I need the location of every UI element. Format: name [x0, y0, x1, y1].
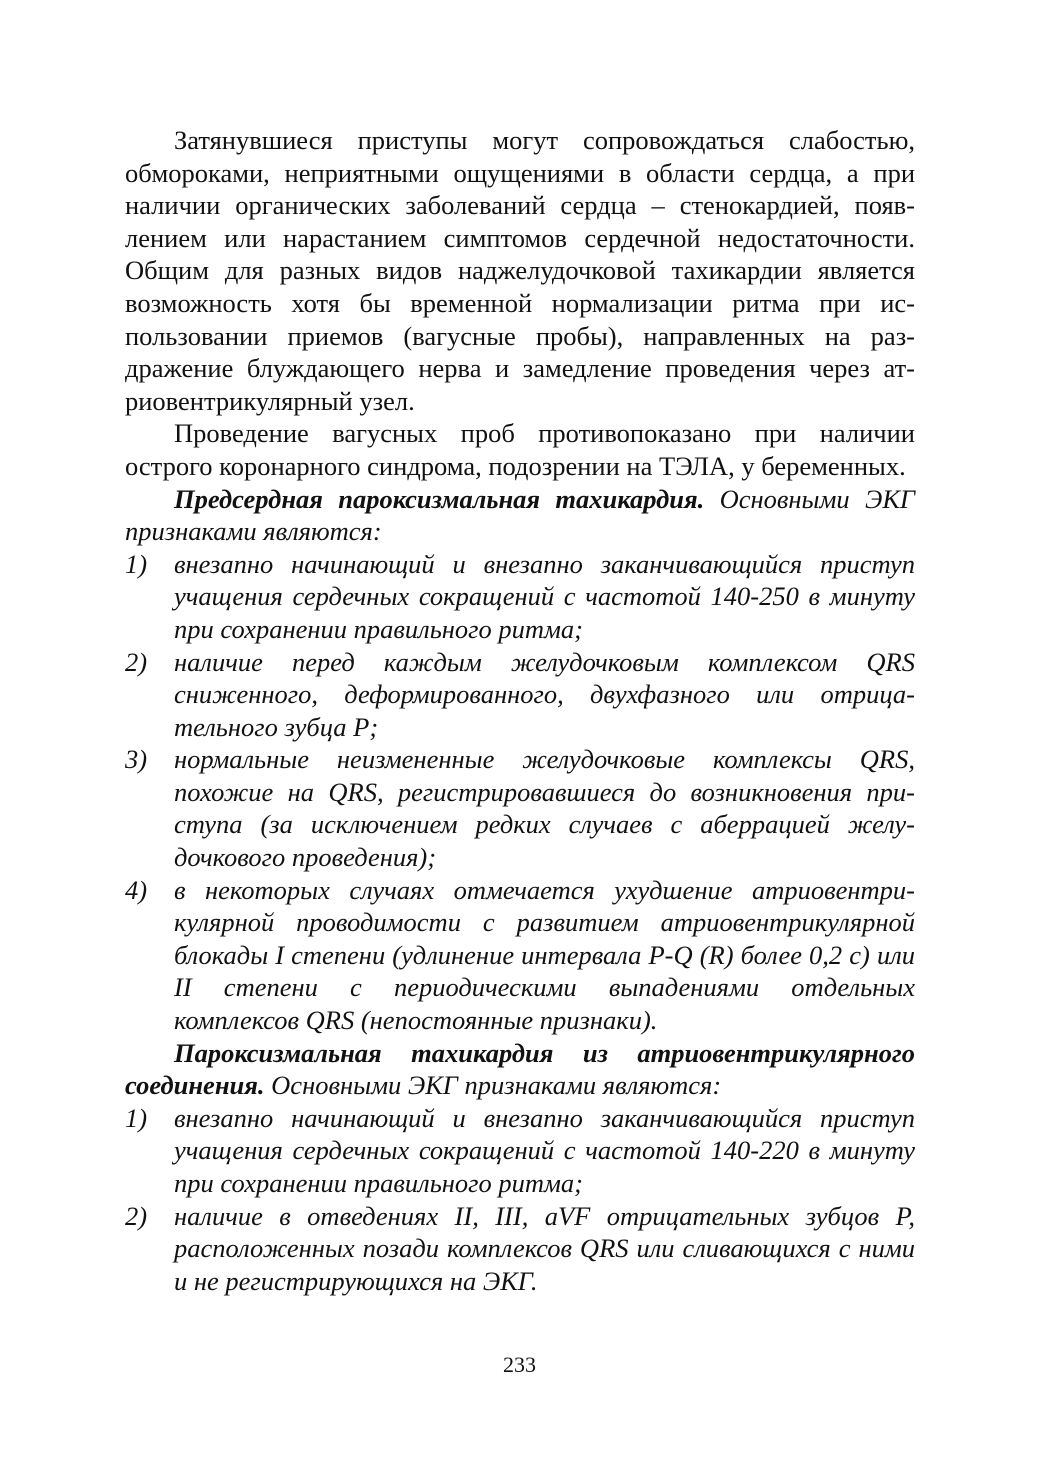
atrial-criteria-list — [125, 548, 915, 1037]
list-item — [125, 874, 915, 1037]
section-atrial-intro — [125, 483, 915, 548]
list-item — [125, 1200, 915, 1298]
paragraph-symptoms: Затянувшиеся приступы могут сопровождаться слабостью, обмороками, неприятными ощущениями в области сердца, а при наличии органических заболеваний сердца – стенокардией, появлением или нарастанием симптомов сердечной недостаточности. Общим для разных видов наджелудочковой тахикардии является возможность хотя бы временной нормализации ритма при использовании приемов (вагусные пробы), направленных на раздражение блуждающего нерва и замедление проведения через атриовентрикулярный узел. — [125, 125, 915, 416]
list-item-number: 2) — [125, 1200, 148, 1231]
list-item-text: в некоторых случаях отмечается ухудшение атриовентрикулярной проводимости с развитием атриовентрикулярной блокады I степени (удлинение интервала P-Q (R) более 0,2 с) или II степени с периодическими выпадениями отдельных комплексов QRS (непостоянные признаки). — [174, 874, 915, 1036]
list-item-text: нормальные неизмененные желудочковые комплексы QRS, похожие на QRS, регистрировавшиеся до возникновения приступа (за исключением редких случаев с аберрацией желудочкового проведения); — [174, 744, 915, 873]
section-atrial-lead: Основными ЭКГ признаками являются: — [125, 483, 915, 547]
list-item-text: наличие в отведениях II, III, aVF отрицательных зубцов P, расположенных позади комплексов QRS или сливающихся с ними и не регистрирующихся на ЭКГ. — [174, 1200, 915, 1296]
list-item-text: наличие перед каждым желудочковым комплексом QRS сниженного, деформированного, двухфазного или отрицательного зубца P; — [174, 646, 915, 742]
list-item-number: 4) — [125, 874, 148, 905]
section-av-intro — [125, 1037, 915, 1102]
section-av-heading: Пароксизмальная тахикардия из атриовентрикулярного соединения. — [125, 1037, 915, 1101]
list-item — [125, 1102, 915, 1200]
page-body — [125, 124, 915, 1297]
list-item — [125, 646, 915, 744]
list-item — [125, 548, 915, 646]
list-item-number: 1) — [125, 548, 148, 579]
av-criteria-list — [125, 1102, 915, 1298]
list-item-text: внезапно начинающий и внезапно заканчивающийся приступ учащения сердечных сокращений с частотой 140-250 в минуту при сохранении правильного ритма; — [174, 548, 915, 644]
list-item-number: 1) — [125, 1102, 148, 1133]
list-item-text: внезапно начинающий и внезапно заканчивающийся приступ учащения сердечных сокращений с частотой 140-220 в минуту при сохранении правильного ритма; — [174, 1102, 915, 1198]
section-av-lead: Основными ЭКГ признаками являются: — [264, 1070, 722, 1101]
page-number: 233 — [503, 1352, 536, 1377]
paragraph-vagal-contraindications: Проведение вагусных проб противопоказано при наличии острого коронарного синдрома, подозрении на ТЭЛА, у беременных. — [125, 418, 915, 481]
list-item — [125, 743, 915, 873]
list-item-number: 2) — [125, 646, 148, 677]
list-item-number: 3) — [125, 744, 148, 775]
section-atrial-heading: Предсердная пароксизмальная тахикардия. — [174, 483, 705, 514]
